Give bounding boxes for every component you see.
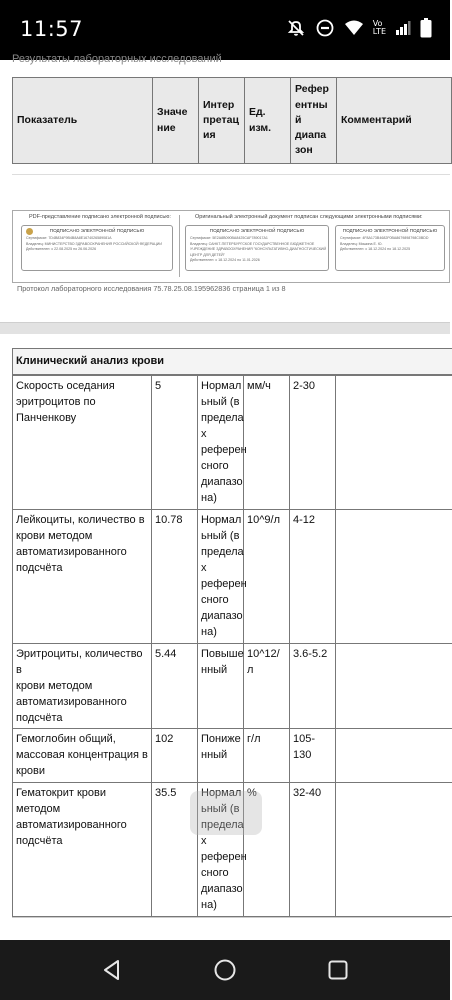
recents-icon[interactable] (325, 957, 351, 983)
table-row (13, 644, 452, 729)
indicator-cell-line: массовая концентрация в (16, 749, 148, 761)
interpretation-cell-line: диапазо (201, 610, 243, 622)
value-cell: 10.78 (152, 510, 198, 644)
indicator-cell-line: Лейкоциты, количество в (16, 514, 145, 526)
interpretation-cell-line: диапазо (201, 883, 243, 895)
indicator-cell (13, 376, 152, 510)
interpretation-cell-line: референ (201, 444, 247, 456)
interpretation-cell-line: х (201, 562, 207, 574)
interpretation-cell-line: референ (201, 851, 247, 863)
interpretation-cell-line: Нормал (201, 787, 242, 799)
value-cell: 102 (152, 729, 198, 783)
interpretation-cell-line: предела (201, 412, 244, 424)
indicator-cell-line: Гемоглобин общий, (16, 733, 116, 745)
emblem-icon (26, 228, 33, 235)
interpretation-cell-line: референ (201, 578, 247, 590)
signature-title: ПОДПИСАНО ЭЛЕКТРОННОЙ ПОДПИСЬЮ (342, 228, 438, 233)
reference-range-cell: 32-40 (290, 783, 336, 917)
interpretation-cell-line: предела (201, 546, 244, 558)
table-row (13, 376, 452, 510)
signature-title: ПОДПИСАНО ЭЛЕКТРОННОЙ ПОДПИСЬЮ (49, 228, 145, 233)
signature-line: Владелец: САНКТ-ПЕТЕРБУРГСКОЕ ГОСУДАРСТВЕННОЕ БЮДЖЕТНОЕ (190, 241, 315, 246)
signature-title: ПОДПИСАНО ЭЛЕКТРОННОЙ ПОДПИСЬЮ (209, 228, 305, 233)
interpretation-cell-line: ьный (в (201, 803, 240, 815)
indicator-cell-line: подсчёта (16, 562, 63, 574)
signature-divider (179, 215, 180, 277)
protocol-footer: Протокол лабораторного исследования 75.78.25.08.195962836 страница 1 из 8 (17, 284, 286, 293)
wifi-icon (344, 19, 364, 37)
indicator-cell-line: Панченкову (16, 412, 77, 424)
reference-range-cell: 4-12 (290, 510, 336, 644)
signature-right-heading: Оригинальный электронный документ подписан следующими электронными подписями: (195, 214, 423, 220)
interpretation-cell-line: диапазо (201, 476, 243, 488)
indicator-cell-line: автоматизированного (16, 819, 127, 831)
indicator-cell-line: крови методом (16, 680, 93, 692)
interpretation-cell-line: ьный (в (201, 530, 240, 542)
interpretation-cell-line: на) (201, 492, 217, 504)
unit-cell: мм/ч (244, 376, 290, 510)
header-value: Значе ние (153, 78, 199, 164)
page-heading-cut: Результаты лабораторных исследований (12, 53, 222, 65)
interpretation-cell-line: Повыше (201, 648, 244, 660)
volte-bottom: LTE (372, 27, 386, 36)
header-reference-range: Рефер ентны й диапа зон (291, 78, 337, 164)
interpretation-cell-line: х (201, 428, 207, 440)
interpretation-cell (198, 644, 244, 729)
status-time: 11:57 (20, 17, 84, 41)
signature-line: УЧРЕЖДЕНИЕ ЗДРАВООХРАНЕНИЯ "КОНСУЛЬТАТИВНО-ДИАГНОСТИЧЕСКИЙ (190, 247, 327, 251)
interpretation-cell-line: сного (201, 867, 229, 879)
comment-cell (336, 729, 452, 783)
header-indicator: Показатель (13, 78, 153, 164)
comment-cell (336, 644, 452, 729)
header-comment: Комментарий (337, 78, 452, 164)
volte-icon (373, 20, 386, 36)
interpretation-cell-line: на) (201, 626, 217, 638)
unit-cell: 10^12/л (244, 644, 290, 729)
mute-icon (286, 18, 306, 38)
status-bar (0, 0, 450, 60)
do-not-disturb-icon (315, 18, 335, 38)
header-interpretation: Интер претац ия (199, 78, 245, 164)
signature-line: Действителен: с 22.08.2025 по 26.06.2026 (26, 247, 97, 251)
indicator-cell-line: подсчёта (16, 835, 63, 847)
indicator-cell-line: автоматизированного (16, 546, 127, 558)
indicator-cell (13, 729, 152, 783)
interpretation-cell-line: х (201, 835, 207, 847)
signature-left-heading: PDF-представление подписано электронной подписью: (29, 214, 171, 220)
indicator-cell-line: эритроцитов по (16, 396, 96, 408)
signature-line: Владелец: МИНИСТЕРСТВО ЗДРАВООХРАНЕНИЯ РОССИЙСКОЙ ФЕДЕРАЦИИ (26, 241, 162, 246)
results-header-table (12, 77, 452, 164)
signature-line: Действителен: с 18.12.2024 по 18.12.2025 (340, 247, 411, 251)
navigation-bar (0, 940, 450, 1000)
volte-top: Vo (372, 19, 383, 28)
signature-line: Сертификат: 5E2A8B090BA8425CAF789017A1 (190, 236, 268, 240)
interpretation-cell-line: на) (201, 899, 217, 911)
unit-cell: 10^9/л (244, 510, 290, 644)
value-cell: 5 (152, 376, 198, 510)
page-separator (0, 322, 450, 334)
watermark-overlay (190, 791, 262, 835)
indicator-cell-line: Гематокрит крови методом (16, 787, 107, 815)
value-cell: 5.44 (152, 644, 198, 729)
value-cell: 35.5 (152, 783, 198, 917)
reference-range-cell: 105-130 (290, 729, 336, 783)
interpretation-cell-line: Пониже (201, 733, 241, 745)
interpretation-cell (198, 729, 244, 783)
interpretation-cell-line: нный (201, 664, 228, 676)
interpretation-cell-line: предела (201, 819, 244, 831)
interpretation-cell-line: Нормал (201, 514, 242, 526)
document-page-2 (0, 334, 450, 940)
comment-cell (336, 510, 452, 644)
indicator-cell-line: Эритроциты, количество в (16, 648, 143, 676)
unit-cell: г/л (244, 729, 290, 783)
signature-box (185, 225, 329, 271)
back-icon[interactable] (99, 957, 125, 983)
header-unit: Ед. изм. (245, 78, 291, 164)
signal-icon (395, 20, 411, 36)
indicator-cell (13, 783, 152, 917)
section-title: Клинический анализ крови (16, 355, 165, 367)
unit-cell: % (244, 783, 290, 917)
comment-cell (336, 376, 452, 510)
indicator-cell-line: Скорость оседания (16, 380, 115, 392)
comment-cell (336, 783, 452, 917)
signature-line: Владелец: Мишина Е. Ю. (340, 241, 383, 246)
blood-test-table (12, 375, 452, 917)
reference-range-cell: 3.6-5.2 (290, 644, 336, 729)
indicator-cell-line: подсчёта (16, 712, 63, 724)
interpretation-cell-line: сного (201, 460, 229, 472)
indicator-cell-line: крови методом (16, 530, 93, 542)
section-header (12, 348, 452, 375)
interpretation-cell-line: ьный (в (201, 396, 240, 408)
interpretation-cell-line: нный (201, 749, 228, 761)
interpretation-cell (198, 510, 247, 644)
indicator-cell-line: автоматизированного (16, 696, 127, 708)
indicator-cell (13, 510, 152, 644)
interpretation-cell (198, 376, 247, 510)
divider (12, 917, 450, 918)
interpretation-cell-line: сного (201, 594, 229, 606)
signature-strip (12, 210, 450, 283)
signature-line: ЦЕНТР ДЛЯ ДЕТЕЙ" (190, 252, 225, 257)
signature-line: Действителен: с 18.12.2024 по 11.01.2026 (190, 258, 260, 262)
reference-range-cell: 2-30 (290, 376, 336, 510)
table-row (13, 729, 452, 783)
indicator-cell (13, 644, 152, 729)
status-icons (286, 18, 432, 38)
document-page-1 (0, 53, 450, 322)
signature-line: Сертификат: 7D4B834F9B4B8A8E1674026589081A (26, 236, 112, 240)
battery-icon (420, 18, 432, 38)
signature-box (21, 225, 173, 271)
interpretation-cell-line: Нормал (201, 380, 242, 392)
table-row (13, 510, 452, 644)
home-icon[interactable] (212, 957, 238, 983)
divider (12, 174, 450, 175)
indicator-cell-line: крови (16, 765, 46, 777)
signature-line: Сертификат: 4F8A173B4682F0BA8679898798C0BDD (340, 236, 429, 240)
signature-box (335, 225, 445, 271)
